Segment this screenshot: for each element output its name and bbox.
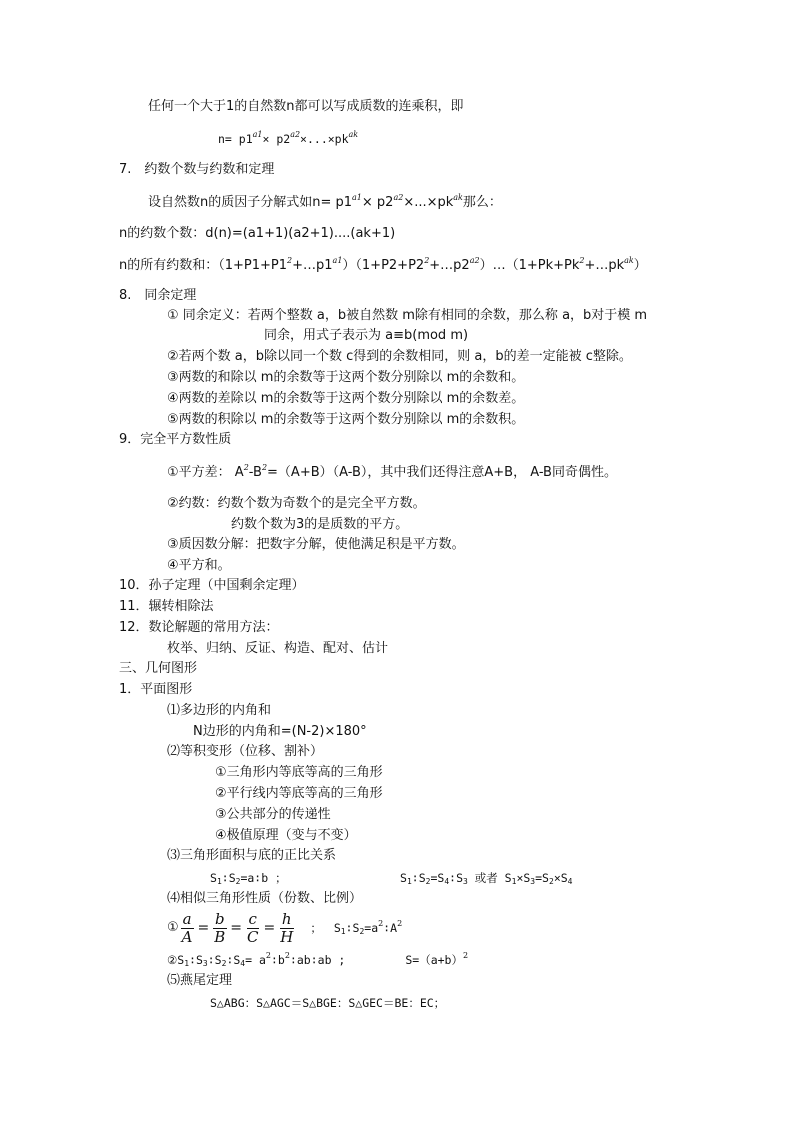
section-9-title: 9．完全平方数性质 (119, 432, 232, 447)
swallow-tail-title: ⑸燕尾定理 (167, 973, 233, 988)
congruence-item: ③两数的和除以 m的余数等于这两个数分别除以 m的余数和。 (167, 370, 525, 385)
plane-figures-title: 1．平面图形 (119, 682, 193, 697)
congruence-item: ① 同余定义：若两个整数 a，b被自然数 m除有相同的余数，那么称 a，b对于模 m (167, 308, 648, 323)
polygon-angle-title: ⑴多边形的内角和 (167, 703, 272, 718)
section-10-title: 10．孙子定理（中国剩余定理） (119, 578, 305, 593)
area-ratio-title: ⑶三角形面积与底的正比关系 (167, 848, 337, 863)
congruence-item: ⑤两数的积除以 m的余数等于这两个数分别除以 m的余数积。 (167, 412, 525, 427)
congruence-item: 同余，用式子表示为 a≡b(mod m) (264, 328, 469, 343)
polygon-angle-formula: N边形的内角和=(N-2)×180° (193, 724, 367, 739)
proof-methods-list: 枚举、归纳、反证、构造、配对、估计 (167, 641, 389, 656)
area-ratio-formula-2: $S_1∶S_2=S_4∶S_3$ 或者 $S_1\times S_3=S_2\times S_4$ (400, 871, 573, 886)
divisor-count-formula: n的约数个数：d(n)=(a1+1)(a2+1)....(ak+1) (119, 226, 396, 241)
section-12-title: 12．数论解题的常用方法： (119, 620, 279, 635)
square-property-item: ②约数：约数个数为奇数个的是完全平方数。 (167, 496, 426, 511)
square-property-item: 约数个数为3的是质数的平方。 (231, 517, 409, 532)
similar-area-formula: $②S_1∶S_3∶S_2∶S_4=$ $a^2∶b^2∶ab∶ab$ ; $S=(a+b)^2$ (167, 951, 469, 968)
section-8-title: 8. 同余定理 (119, 288, 197, 303)
equal-area-item: ③公共部分的传递性 (215, 807, 331, 822)
fraction: $\frac{b}{B}$ (214, 909, 226, 946)
square-property-item: ④平方和。 (167, 558, 231, 573)
square-property-item: ③质因数分解：把数字分解，使他满足积是平方数。 (167, 537, 465, 552)
area-ratio-formula: $S_1∶S_2=a∶b$ ； (210, 871, 287, 886)
similar-ratio-formula: ① $\frac{a}{A}$ = $\frac{b}{B}$ = $\frac{c}{C}$ = $\frac{h}{H}$ ； $S_1∶S_2=a^2∶A^2$ (167, 909, 403, 946)
factorization-formula: $n= p1^{a1}\times p2^{a2}\times...\times pk^{ak}$ (218, 130, 359, 146)
section-11-title: 11．辗转相除法 (119, 599, 214, 614)
fraction: $\frac{c}{C}$ (247, 909, 259, 946)
equal-area-title: ⑵等积变形（位移、割补） (167, 744, 324, 759)
equal-area-item: ④极值原理（变与不变） (215, 828, 357, 843)
congruence-item: ②若两个数 a，b除以同一个数 c得到的余数相同，则 a，b的差一定能被 c整除。 (167, 349, 632, 364)
square-property-item: ①平方差： $A^2-B^2=(A+B)(A-B)$，其中我们还得注意A+B， A-B同奇偶性。 (167, 463, 617, 480)
equal-area-item: ②平行线内等底等高的三角形 (215, 786, 383, 801)
fraction: $\frac{a}{A}$ (181, 909, 193, 946)
swallow-tail-formula: S△ABG：S△AGC＝S△BGE：S△GEC＝BE：EC； (210, 996, 446, 1010)
divisor-sum-formula: n的所有约数和：$(1+P1+P1^2+\dots p1^{a1})(1+P2+P2^2+\dots p2^{a2})\dots(1+Pk+Pk^2+\dots pk^{ak})$ (119, 256, 647, 273)
similar-triangles-title: ⑷相似三角形性质（份数、比例） (167, 891, 363, 906)
section-7-title: 7. 约数个数与约数和定理 (119, 162, 275, 177)
equal-area-item: ①三角形内等底等高的三角形 (215, 765, 383, 780)
divisor-setup-line: 设自然数n的质因子分解式如$n= p1^{a1}\times p2^{a2}\times...\times pk^{ak}$那么： (148, 193, 502, 210)
geometry-heading: 三、几何图形 (119, 661, 198, 676)
congruence-item: ④两数的差除以 m的余数等于这两个数分别除以 m的余数差。 (167, 391, 525, 406)
factorization-intro: 任何一个大于1的自然数n都可以写成质数的连乘积，即 (148, 99, 464, 114)
fraction: $\frac{h}{H}$ (280, 909, 294, 946)
